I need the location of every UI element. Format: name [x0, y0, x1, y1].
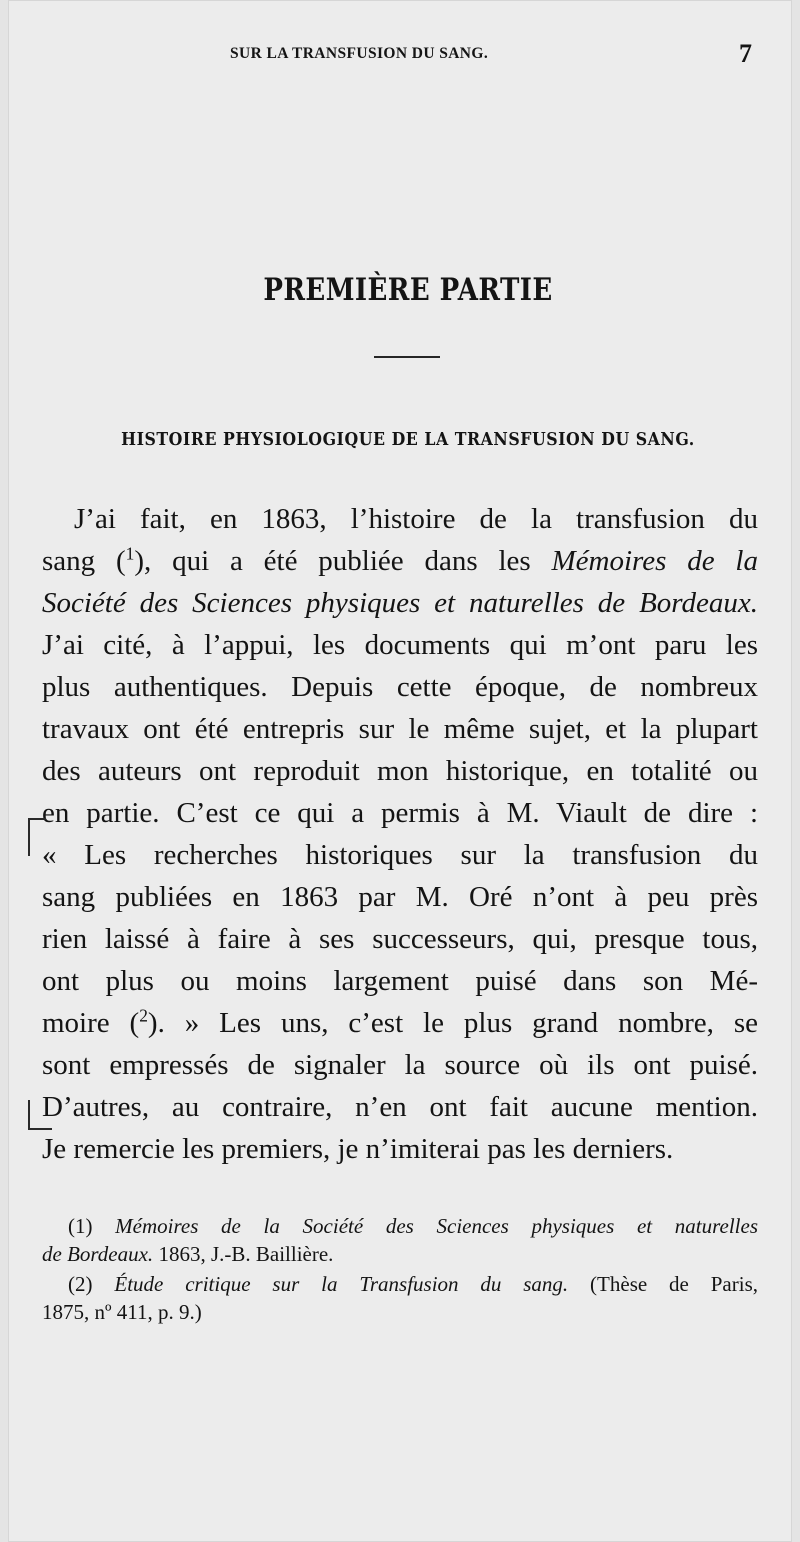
margin-bracket-mark: [28, 818, 46, 856]
footnote-1-cont: [42, 1240, 758, 1268]
body-line: sont empressés de signaler la source où ils ont puisé.: [42, 1049, 758, 1081]
footnote-marker: (1): [68, 1214, 93, 1238]
body-line: Je remercie les premiers, je n’imiterai pas les derniers.: [42, 1133, 674, 1165]
journal-title-run: Mémoires de la: [551, 545, 758, 577]
margin-bracket-mark: [28, 1100, 52, 1130]
footnote-ref-2: 2: [139, 1005, 148, 1026]
footnote-2: [68, 1270, 758, 1298]
title-rule: [374, 356, 440, 358]
footnote-text: 1863, J.-B. Baillière.: [153, 1242, 334, 1266]
body-line: J’ai cité, à l’appui, les documents qui m’ont paru les: [42, 629, 758, 661]
body-line: D’autres, au contraire, n’en ont fait aucune mention.: [42, 1091, 758, 1123]
footnote-1: [68, 1212, 758, 1240]
body-line: travaux ont été entrepris sur le même sujet, et la plupart: [42, 713, 758, 745]
body-line: en partie. C’est ce qui a permis à M. Viault de dire :: [42, 797, 758, 829]
body-line: [42, 582, 758, 624]
part-title: PREMIÈRE PARTIE: [263, 272, 553, 308]
body-text-run: sang (: [42, 545, 126, 577]
body-line: plus authentiques. Depuis cette époque, de nombreux: [42, 671, 758, 703]
running-head: [8, 34, 792, 74]
page-number: 7: [739, 39, 752, 68]
body-line: [42, 540, 758, 582]
body-line: sang publiées en 1863 par M. Oré n’ont à peu près: [42, 881, 758, 913]
section-heading: HISTOIRE PHYSIOLOGIQUE DE LA TRANSFUSION DU SANG.: [121, 430, 695, 450]
body-text-run: ), qui a été publiée dans les: [134, 545, 552, 577]
book-page: [8, 0, 792, 1542]
journal-title-run: Société des Sciences physiques et naturelles de Bordeaux.: [42, 587, 758, 619]
footnote-marker: (2): [68, 1272, 93, 1296]
running-title: SUR LA TRANSFUSION DU SANG.: [230, 45, 489, 62]
body-line: [42, 1002, 758, 1044]
footnote-2-cont: 1875, nº 411, p. 9.): [42, 1300, 202, 1324]
body-line: rien laissé à faire à ses successeurs, qui, presque tous,: [42, 923, 758, 955]
footnote-title: de Bordeaux.: [42, 1242, 154, 1266]
footnote-title: Étude critique sur la Transfusion du sang.: [114, 1272, 569, 1296]
body-text-run: ). » Les uns, c’est le plus grand nombre, se: [147, 1007, 758, 1039]
footnote-text: (Thèse de Paris,: [568, 1272, 758, 1296]
footnote-ref-1: 1: [125, 543, 135, 564]
body-text-run: moire (: [42, 1007, 140, 1039]
body-line: J’ai fait, en 1863, l’histoire de la transfusion du: [74, 503, 758, 535]
footnote-title: Mémoires de la Société des Sciences physiques et naturelles: [115, 1214, 758, 1238]
body-line: ont plus ou moins largement puisé dans son Mé-: [42, 965, 758, 997]
body-line: « Les recherches historiques sur la transfusion du: [42, 839, 758, 871]
body-line: des auteurs ont reproduit mon historique, en totalité ou: [42, 755, 758, 787]
